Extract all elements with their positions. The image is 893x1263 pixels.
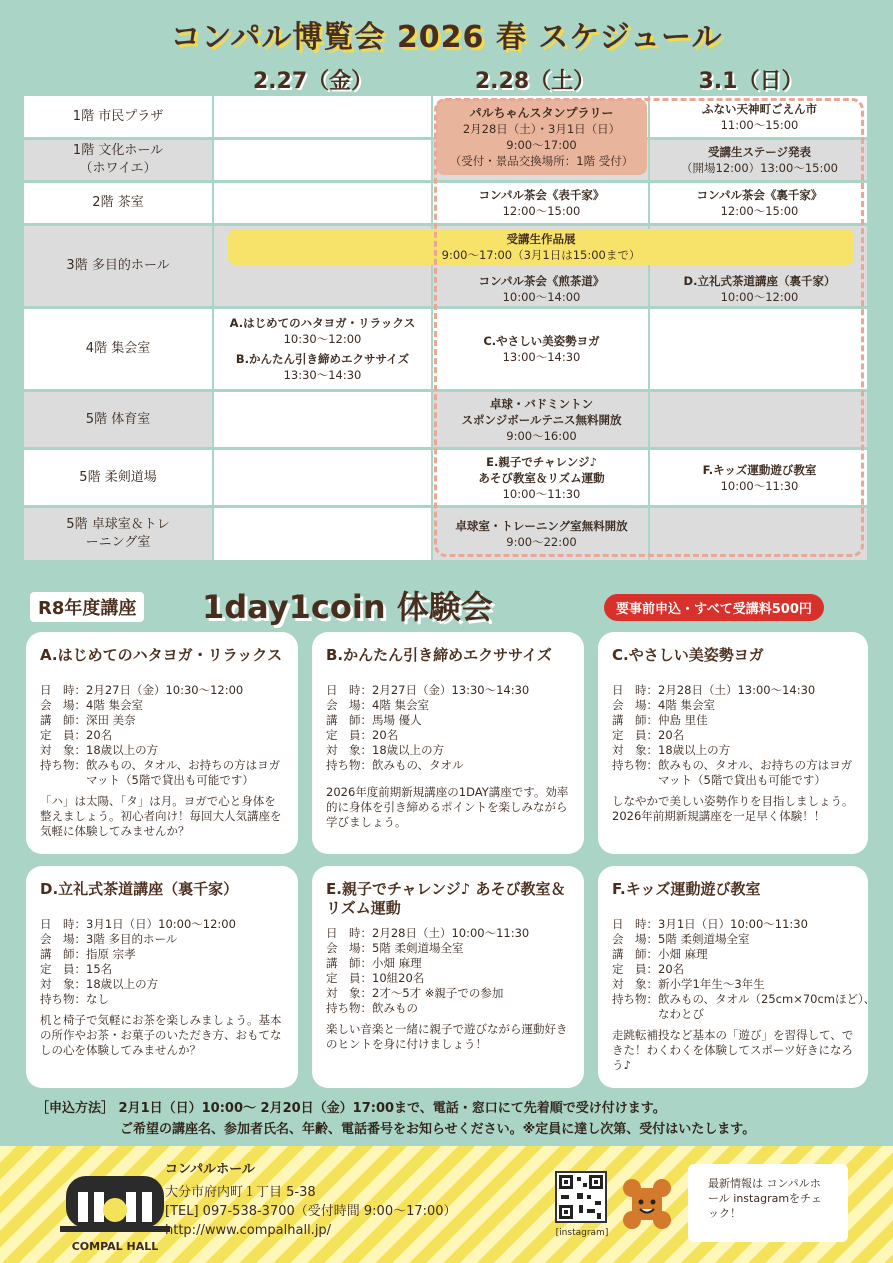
qr-code-icon[interactable] xyxy=(555,1171,607,1223)
room-label: 4階 集会室 xyxy=(24,309,214,389)
schedule-table xyxy=(24,96,867,560)
room-label: 1階 文化ホール（ホワイエ） xyxy=(24,140,214,180)
hall-name: コンパルホール xyxy=(165,1162,255,1177)
course-card-e xyxy=(312,866,584,1088)
schedule-cell: コンパル茶会《煎茶道》 10:00〜14:00 xyxy=(435,226,650,306)
course-card-b xyxy=(312,632,584,854)
room-label: 2階 茶室 xyxy=(24,183,214,223)
course-description: 2026年度前期新規講座の1DAY講座です。効率的に身体を引き締めるポイントを楽しみながら学びましょう。 xyxy=(326,785,569,829)
fiscal-year-label: R8年度講座 xyxy=(30,592,144,622)
room-label: 5階 柔剣道場 xyxy=(24,450,214,505)
table-row xyxy=(24,392,867,447)
contact-info xyxy=(165,1160,535,1250)
course-info: 日 時：3月1日（日）10:00〜11:30 会 場：5階 柔剣道場全室 講 師：小畑 麻理 定 員：20名 対 象：新小学1年生〜3年生 持ち物：飲みもの、タオル（25cm×70cmほど）、 なわとび xyxy=(612,917,876,1021)
course-description: しなやかで美しい姿勢作りを目指しましょう。2026年前期新規講座を一足早く体験！！ xyxy=(612,794,854,823)
day-header-1: 2.27（金） xyxy=(252,69,374,94)
room-label: 3階 多目的ホール xyxy=(24,226,214,306)
hall-building-icon xyxy=(60,1166,170,1238)
table-row xyxy=(24,183,867,223)
mascot-icon xyxy=(622,1176,672,1232)
course-info: 日 時：2月27日（金）10:30〜12:00 会 場：4階 集会室 講 師：深田 美奈 定 員：20名 対 象：18歳以上の方 持ち物：飲みもの、タオル、お持ちの方はヨガ マット（5階で貸出も可能です） xyxy=(40,683,281,787)
course-info: 日 時：2月27日（金）13:30〜14:30 会 場：4階 集会室 講 師：馬場 優人 定 員：20名 対 象：18歳以上の方 持ち物：飲みもの、タオル xyxy=(326,683,530,772)
course-description: 楽しい音楽と一緒に親子で遊びながら運動好きのヒントを身に付けましょう！ xyxy=(326,1022,568,1051)
schedule-cell: A.はじめてのハタヨガ・リラックス 10:30〜12:00 B.かんたん引き締めエクササイズ 13:30〜14:30 xyxy=(214,309,433,389)
schedule-cell: コンパル茶会《裏千家》 12:00〜15:00 xyxy=(696,188,823,218)
logo-text: COMPAL HALL xyxy=(71,1240,159,1253)
page-title: コンパル博覧会 2026 春 スケジュール xyxy=(170,20,723,55)
table-row xyxy=(24,309,867,389)
course-info: 日 時：3月1日（日）10:00〜12:00 会 場：3階 多目的ホール 講 師：指原 宗孝 定 員：15名 対 象：18歳以上の方 持ち物：なし xyxy=(40,917,236,1006)
schedule-cell: ふない天神町ごえん市 11:00〜15:00 xyxy=(702,101,817,132)
schedule-cell: 卓球室・トレーニング室無料開放 9:00〜22:00 xyxy=(435,508,650,560)
room-label: 5階 体育室 xyxy=(24,392,214,447)
footer xyxy=(0,1146,893,1263)
day-header-2: 2.28（土） xyxy=(474,69,596,94)
website-link[interactable]: http://www.compalhall.jp/ xyxy=(165,1223,332,1238)
phone: [TEL] 097-538-3700（受付時間 9:00〜17:00） xyxy=(165,1204,457,1219)
course-card-f xyxy=(598,866,876,1088)
section-title: 1day1coin 体験会 xyxy=(202,588,493,626)
course-card-d xyxy=(26,866,298,1088)
instagram-bubble: 最新情報は コンパルホール instagramをチェック！ xyxy=(688,1164,848,1242)
exhibition-event: 受講生作品展 9:00〜17:00（3月1日は15:00まで） xyxy=(228,229,854,265)
address: 大分市府内町１丁目 5-38 xyxy=(165,1185,316,1200)
course-title: A.はじめてのハタヨガ・リラックス xyxy=(40,646,283,664)
course-card-c xyxy=(598,632,868,854)
schedule-cell: 卓球・バドミントン スポンジボールテニス無料開放 9:00〜16:00 xyxy=(435,392,650,447)
schedule-cell: D.立礼式茶道講座（裏千家） 10:00〜12:00 xyxy=(683,274,836,304)
qr-label: [instagram] xyxy=(555,1228,609,1238)
course-card-a xyxy=(26,632,298,854)
schedule-cell: F.キッズ運動遊び教室 10:00〜11:30 xyxy=(702,462,817,493)
course-description: 走跳転補投など基本の「遊び」を習得して、できた！わくわくを体験してスポーツ好きになろう♪ xyxy=(612,1028,854,1072)
course-info: 日 時：2月28日（土）10:00〜11:30 会 場：5階 柔剣道場全室 講 師：小畑 麻理 定 員：10組20名 対 象：2才〜5才 ※親子での参加 持ち物：飲みもの xyxy=(326,926,530,1015)
course-title: E.親子でチャレンジ♪ あそび教室＆リズム運動 xyxy=(326,880,566,917)
course-title: C.やさしい美姿勢ヨガ xyxy=(612,646,764,664)
course-title: D.立礼式茶道講座（裏千家） xyxy=(40,880,239,898)
course-description: 「ハ」は太陽、「タ」は月。ヨガで心と身体を整えましょう。初心者向け！毎回大人気講座を気軽に体験してみませんか？ xyxy=(40,794,282,838)
course-title: B.かんたん引き締めエクササイズ xyxy=(326,646,552,664)
schedule-cell: E.親子でチャレンジ♪ あそび教室＆リズム運動 10:00〜11:30 xyxy=(435,450,650,505)
course-info: 日 時：2月28日（土）13:00〜14:30 会 場：4階 集会室 講 師：仲島 里佳 定 員：20名 対 象：18歳以上の方 持ち物：飲みもの、タオル、お持ちの方はヨガ マット（5階で貸出も可能です） xyxy=(612,683,853,787)
table-row xyxy=(24,450,867,505)
course-section-header xyxy=(22,582,872,626)
stamp-rally-event: パルちゃんスタンプラリー 2月28日（土）・3月1日（日） 9:00〜17:00 （受付・景品交換場所：1階 受付） xyxy=(436,99,647,175)
day-headers xyxy=(0,64,893,94)
schedule-cell: コンパル茶会《表千家》 12:00〜15:00 xyxy=(435,183,650,223)
application-info: ［申込方法］ 2月1日（日）10:00〜 2月20日（金）17:00まで、電話・窓口にて先着順で受け付けます。 ご希望の講座名、参加者氏名、年齢、電話番号をお知らせください。※定員に達し次第、受付はいたします。 xyxy=(36,1101,756,1137)
table-row xyxy=(24,508,867,560)
course-description: 机と椅子で気軽にお茶を楽しみましょう。基本の所作やお茶・お菓子のいただき方、おもてなしの心を体験してみませんか？ xyxy=(40,1013,282,1057)
schedule-cell: 受講生ステージ発表 （開場12:00）13:00〜15:00 xyxy=(681,145,838,175)
day-header-3: 3.1（日） xyxy=(698,69,804,94)
fee-badge: 要事前申込・すべて受講料500円 xyxy=(604,594,824,621)
room-label: 5階 卓球室＆トレーニング室 xyxy=(24,508,214,560)
course-title: F.キッズ運動遊び教室 xyxy=(612,880,761,898)
schedule-cell: C.やさしい美姿勢ヨガ 13:00〜14:30 xyxy=(435,309,650,389)
room-label: 1階 市民プラザ xyxy=(24,96,214,137)
compal-hall-logo xyxy=(60,1166,170,1256)
